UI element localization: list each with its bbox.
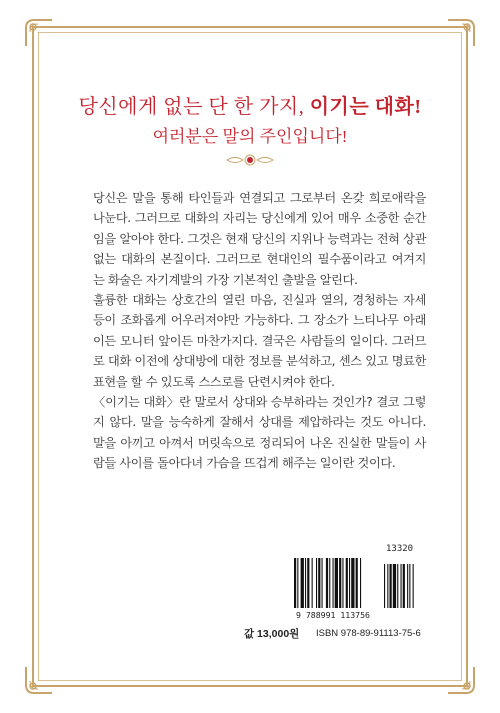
divider-ornament-icon — [225, 152, 275, 166]
barcode-addon-number: 13320 — [386, 544, 414, 554]
corner-ornament-top-right — [446, 18, 476, 48]
headline-part2: 이기는 대화! — [309, 96, 422, 118]
corner-ornament-bottom-right — [446, 665, 476, 695]
paragraph-3: 〈이기는 대화〉란 말로서 상대와 승부하라는 것인가? 결코 그렇지 않다. 말을 능숙하게 잘해서 상대를 제압하라는 것도 아니다. 말을 아끼고 아껴서 머릿속으로 정리되어 나온 진실한 말들이 사람들 사이를 돌아다녀 가슴을 뜨겁게 해주는 일이란 것이다. — [93, 395, 426, 471]
corner-ornament-top-left — [24, 18, 54, 48]
description-text — [93, 188, 426, 474]
isbn-label: ISBN 978-89-91113-75-6 — [316, 628, 421, 639]
corner-ornament-bottom-left — [24, 665, 54, 695]
paragraph-2: 훌륭한 대화는 상호간의 열린 마음, 진실과 열의, 경청하는 자세 등이 조화롭게 어우러져야만 가능하다. 그 장소가 느티나무 아래이든 모니터 앞이든 마찬가지다. 결국은 사람들의 일이다. 그러므로 대화 이전에 상대방에 대한 정보를 분석하고, 센스 있고 명료한 표현을 할 수 있도록 스스로를 단련시켜야 한다. — [93, 293, 426, 389]
barcode-image — [290, 558, 430, 608]
headline-part1: 당신에게 없는 단 한 가지, — [78, 96, 305, 118]
headline — [70, 90, 430, 119]
paragraph-1: 당신은 말을 통해 타인들과 연결되고 그로부터 온갖 희로애락을 나눈다. 그러므로 대화의 자리는 당신에게 있어 매우 소중한 순간임을 알아야 한다. 그것은 현재 당신의 지위나 능력과는 전혀 상관없는 대화의 본질이다. 그러므로 현대인의 필수품이라고 여겨지는 화술은 자기계발의 가장 기본적인 출발을 알린다. — [93, 191, 426, 287]
barcode-digits: 9 788991 113756 — [296, 610, 370, 620]
price-label: 값 13,000원 — [244, 628, 300, 640]
subheadline: 여러분은 말의 주인입니다! — [152, 127, 348, 146]
